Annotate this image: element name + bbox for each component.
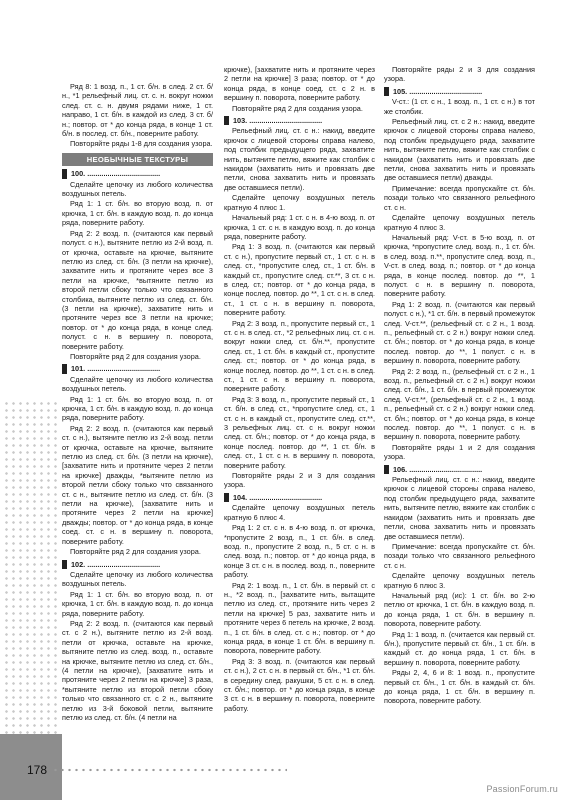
paragraph: Повторяйте ряды 1 и 2 для создания узора.: [384, 442, 535, 462]
paragraph: Повторяйте ряд 2 для создания узора.: [232, 103, 363, 113]
watermark: PassionForum.ru: [486, 784, 558, 794]
paragraph: Ряд 1: 1 ст. б/н. во вторую возд. п. от крючка, 1 ст. б/н. в каждую возд. п. до конца ряда, поверните работу.: [62, 199, 213, 228]
paragraph: Начальный ряд: V-ст. в 5-ю возд. п. от крючка, *пропустите след. возд. п., 1 ст. б/н. в след. возд. п.**, пропустите след. возд. п., V-ст. в след. возд. п.; повтор. от * до конца ряда, в конце послед. повтор. до **, 1 полуст. с н. в вершину п. поворота, поверните работу.: [384, 232, 535, 299]
pattern-heading: 100. ....................................: [62, 169, 213, 178]
paragraph: Ряд 1: 1 возд. п. (считается как первый ст. б/н.), пропустите первый ст. б/н., 1 ст. б/н. в каждый ст. до конца ряда, 1 ст. б/н. в вершину п. поворота, поверните работу.: [384, 629, 535, 667]
column-3: [384, 65, 535, 707]
pattern-heading: 102. ....................................: [62, 560, 213, 569]
pattern-heading: 101. ....................................: [62, 364, 213, 373]
pattern-heading: 103. ....................................: [224, 116, 375, 125]
paragraph: Ряд 2: 2 возд. п. (считаются как первый полуст. с н.), вытяните петлю из 2-й возд. п. от крючка, оставьте на крючке, вытяните петлю из след. ст. б/н. (3 петли на крючке), захватите нить и протяните через все 3 петли на крючке, *вытяните петлю из второй петли сбоку только что связанного столбика, вытяните петлю из след. ст. б/н. (3 петли на крючке), захватите нить и протяните через все 3 петли на крючке; повтор. от * до конца ряда, в конце след. полуст. с н. в вершину п. поворота, поверните работу.: [62, 228, 213, 351]
paragraph: Ряд 2: 2 возд. п. (считаются как первый ст. с н.), вытяните петлю из 2-й возд. петли от крючка, оставьте на крючке, вытяните петлю из след. ст. б/н. (3 петли на крючке), [захватите нить и протяните через 2 петли на крючке] дважды, *вытяните петлю из второй петли сбоку только что связанного ст. с н., вытяните петлю из след. ст. б/н. (3 петли на крючке), [захватите нить и протяните через 2 петли на крючке] дважды; повтор. от * до конца ряда, в конце соед. ст. с н. в вершину п. поворота, поверните работу.: [62, 423, 213, 546]
paragraph: Повторяйте ряды 1-8 для создания узора.: [70, 139, 213, 149]
pattern-heading: 106. ....................................: [384, 465, 535, 474]
paragraph: Ряд 2: 2 возд. п., (рельефный ст. с 2 н., 1 возд. п., рельефный ст. с 2 н.) вокруг ножки след. ст. б/н., 1 ст. б/н. в первый промежуток след. V-ст.**, (рельефный ст. с 2 н., 1 возд. п., рельефный ст. с 2 н.) вокруг ножки след. ст. б/н.; повтор. от * до конца ряда, в конце послед. повтор. до **, 1 полуст. с н. в вершину п. поворота, поверните работу.: [384, 366, 535, 442]
paragraph: V-ст.: (1 ст. с н., 1 возд. п., 1 ст. с н.) в тот же столбик.: [384, 97, 535, 116]
paragraph: Ряд 1: 2 возд. п. (считаются как первый полуст. с н.), *1 ст. б/н. в первый промежуток след. V-ст.**, (рельефный ст. с 2 н., 1 возд. п., рельефный ст. с 2 н.) вокруг ножки след. ст. б/н.; повтор. от * до конца ряда, в конце послед. повтор. до **, 1 полуст. с н. в вершину п. поворота, поверните работу.: [384, 299, 535, 366]
paragraph: Повторяйте ряд 2 для создания узора.: [70, 547, 201, 557]
paragraph: Повторяйте ряды 2 и 3 для создания узора.: [224, 471, 375, 490]
paragraph: Ряд 1: 3 возд. п. (считаются как первый ст. с н.), пропустите первый ст., 1 ст. с н. в след. ст., *пропустите след. ст., 1 ст. б/н. в каждый ст., пропустите след. ст.**, 3 ст. с н. в след. ст.; повтор. от * до конца ряда, в конце послед. повтор. до **, 1 ст. с н. в след. ст., 1 ст. с н. в вершину п. поворота, поверните работу.: [224, 242, 375, 318]
paragraph: Повторяйте ряды 2 и 3 для создания узора.: [384, 65, 535, 84]
decorative-dots: [3, 400, 57, 760]
paragraph: Сделайте цепочку из любого количества воздушных петель.: [62, 179, 213, 199]
footer-dots: [52, 768, 287, 772]
paragraph: Примечание: всегда пропускайте ст. б/н. позади только что связанного рельефного ст. с н.: [384, 183, 535, 212]
paragraph: Ряд 2: 3 возд. п., пропустите первый ст., 1 ст. с н. в след. ст., *2 рельефных лиц. ст. с н. вокруг ножки след. ст. б/н.**, пропустите след. ст., 1 ст. б/н. в каждый ст., пропустите след. ст.; повтор. от * до конца ряда, в конце послед. повтор. до **, 1 ст. с н. в след. ст., 1 ст. с н. в вершину п. поворота, поверните работу.: [224, 318, 375, 394]
paragraph: Повторяйте ряд 2 для создания узора.: [70, 351, 201, 361]
page-number: 178: [27, 763, 48, 777]
paragraph: Примечание: всегда пропускайте ст. б/н. позади только что связанного рельефного ст. с н.: [384, 541, 535, 570]
paragraph: Сделайте цепочку из любого количества воздушных петель.: [62, 569, 213, 589]
paragraph: Ряд 3: 3 возд. п. (считаются как первый ст. с н.), 2 ст. с н. в первый ст. б/н., *1 ст. б/н. в середину след. ракушки, 5 ст. с н. в след. ст. б/н.; повтор. от * до конца ряда, в конце 3 ст. с н. в вершину п. поворота, поверните работу.: [224, 656, 375, 713]
paragraph: Сделайте цепочку воздушных петель кратную 4 плюс 1.: [224, 193, 375, 212]
paragraph: Начальный ряд (ис): 1 ст. б/н. во 2-ю петлю от крючка, 1 ст. б/н. в каждую возд. п. до конца ряда, 1 ст. б/н. в вершину п. поворота, поверните работу.: [384, 590, 535, 629]
pattern-heading: 104. ....................................: [224, 493, 375, 502]
paragraph: крючке), [захватите нить и протяните через 2 петли на крючке] 3 раза; повтор. от * до конца ряда, в конце соед. ст. с 2 н. в вершину п. поворота, поверните работу.: [224, 65, 375, 103]
column-2: [224, 65, 375, 714]
paragraph: Ряд 2: 2 возд. п. (считаются как первый ст. с 2 н.), вытяните петлю из 2-й возд. петли от крючка, оставьте на крючке, вытяните петлю из след. возд. п., оставьте на крючке, вытяните петлю из след. ст. б/н., (4 петли на крючке), [захватите нить и протяните через 2 петли на крючке] 3 раза, *вытяните петлю из второй петли сбоку только что связанного ст. с 2 н., вытяните петлю из 3-й боковой петли, вытяните петлю из след. ст. б/н. (4 петли на: [62, 618, 213, 722]
paragraph: Сделайте цепочку воздушных петель кратную 6 плюс 3.: [384, 571, 535, 590]
paragraph: Рельефный лиц. ст. с н.: накид, введите крючок с лицевой стороны справа налево, под столбик предыдущего ряда, захватите нить, вытяните петлю, вяжите как столбик с накидом (захватить нить и провязать две петли, снова захватить нить и провязать две оставшиеся петли).: [384, 475, 535, 541]
paragraph: Ряды 2, 4, 6 и 8: 1 возд. п., пропустите первый ст. б/н., 1 ст. б/н. в каждый ст. б/н. до конца ряда, 1 ст. б/н. в вершину п. поворота, поверните работу.: [384, 668, 535, 706]
paragraph: Сделайте цепочку воздушных петель кратную 6 плюс 4.: [224, 503, 375, 522]
paragraph: Ряд 1: 1 ст. б/н. во вторую возд. п. от крючка, 1 ст. б/н. в каждую возд. п. до конца ряда, поверните работу.: [62, 589, 213, 618]
paragraph: Ряд 3: 3 возд. п., пропустите первый ст., 1 ст. б/н. в след. ст., *пропустите след. ст., 1 ст. с н. в каждый ст., пропустите след. ст.**, 3 рельефных лиц. ст. с н. вокруг ножки след. ст. б/н.; повтор. от * до конца ряда, в конце послед. повтор. до **, 1 ст. б/н. в след. ст., 1 ст. с н. в вершину п. поворота, поверните работу.: [224, 394, 375, 470]
paragraph: Сделайте цепочку воздушных петель кратную 4 плюс 3.: [384, 213, 535, 232]
page-sidebar: [0, 0, 62, 800]
paragraph: Сделайте цепочку из любого количества воздушных петель.: [62, 374, 213, 394]
section-banner: НЕОБЫЧНЫЕ ТЕКСТУРЫ: [62, 153, 213, 166]
paragraph: Ряд 2: 1 возд. п., 1 ст. б/н. в первый ст. с н., *2 возд. п., [захватите нить, вытащите петлю из след. ст., протяните нить через 2 петли на крючке] 5 раз, захватите нить и протяните через 6 петель на крючке, 2 возд. п., 1 ст. б/н. в след. ст. с н.; повтор. от * до конца ряда, в конце 1 ст. б/н. в вершину п. поворота, поверните работу.: [224, 580, 375, 656]
paragraph: Ряд 8: 1 возд. п., 1 ст. б/н. в след. 2 ст. б/н., *1 рельефный лиц. ст. с. н. вокруг ножки след. ст. с. н. двумя рядами ниже, 1 ст. направо, 1 ст. б/н. в каждой из след. 3 ст. б/н.; повтор. от * до конца ряда, в конце 1 ст. б/н. в послед. ст. б/н., поверните работу.: [62, 82, 213, 139]
paragraph: Ряд 1: 1 ст. б/н. во вторую возд. п. от крючка, 1 ст. б/н. в каждую возд. п. до конца ряда, поверните работу.: [62, 394, 213, 423]
pattern-heading: 105. ....................................: [384, 87, 535, 96]
paragraph: Ряд 1: 2 ст. с н. в 4-ю возд. п. от крючка, *пропустите 2 возд. п., 1 ст. б/н. в след. возд. п., пропустите 2 возд. п., 5 ст. с н. в след. возд. п.; повтор. от * до конца ряда, в конце 3 ст. с н. в послед. возд. п., поверните работу.: [224, 523, 375, 580]
paragraph: Рельефный лиц. ст. с 2 н.: накид, введите крючок с лицевой стороны справа налево, под столбик предыдущего ряда, захватите нить, вытяните петлю, вяжите как столбик с накидом (захватить нить и провязать две петли, снова захватить нить и провязать две оставшиеся петли) дважды.: [384, 117, 535, 183]
column-1: [62, 82, 213, 723]
paragraph: Рельефный лиц. ст. с н.: накид, введите крючок с лицевой стороны справа налево, под столбик предыдущего ряда, захватите нить, вытяните петлю, вяжите как столбик с накидом (захватить нить и провязать две петли, снова захватить нить и провязать две оставшиеся петли).: [224, 126, 375, 192]
paragraph: Начальный ряд: 1 ст. с н. в 4-ю возд. п. от крючка, 1 ст. с н. в каждую возд. п. до конца ряда, поверните работу.: [224, 213, 375, 241]
